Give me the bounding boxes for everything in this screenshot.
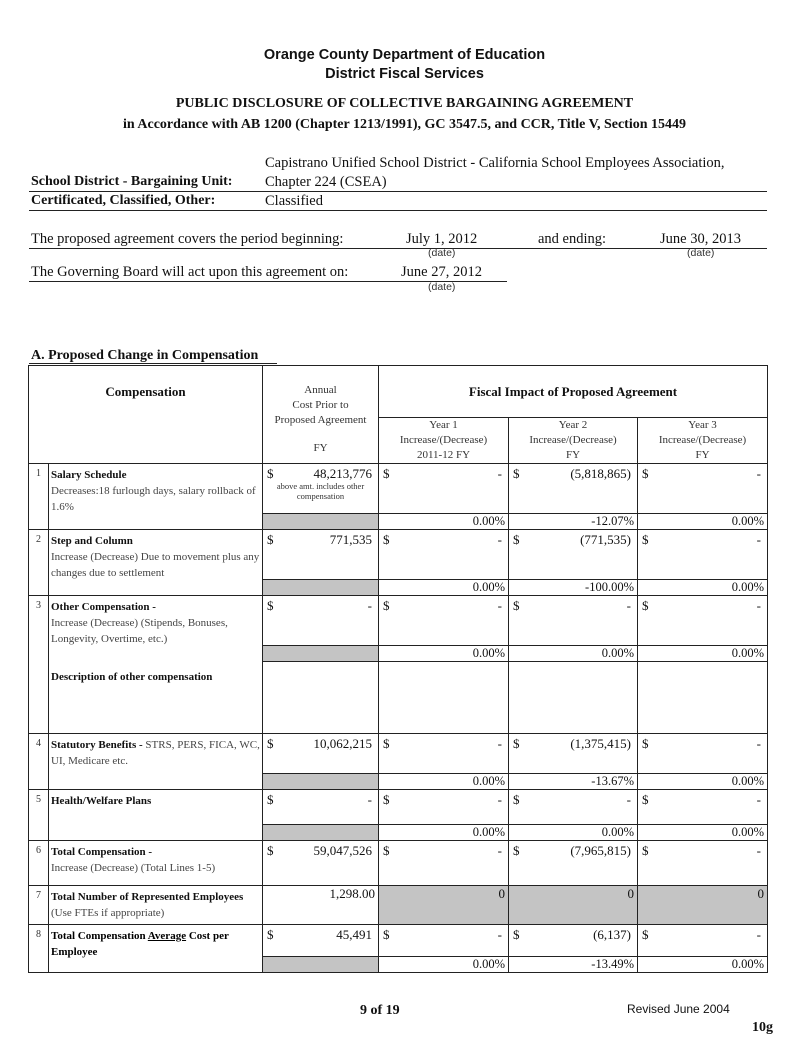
year3-header: Year 3 Increase/(Decrease) FY xyxy=(638,418,768,464)
table-row: 8 Total Compensation Average Cost per Employee $ 45,491 $ - $ (6,137) $ - xyxy=(29,925,768,957)
table-row: 5 Health/Welfare Plans $ - $ - $ - $ - xyxy=(29,790,768,825)
pct-cell: 0.00% xyxy=(379,774,509,790)
page-code: 10g xyxy=(752,1020,773,1035)
period-end: June 30, 2013 xyxy=(660,231,741,247)
revised-note: Revised June 2004 xyxy=(627,1002,730,1016)
type-label: Certificated, Classified, Other: xyxy=(31,193,216,208)
year2-header: Year 2 Increase/(Decrease) FY xyxy=(509,418,638,464)
pct-cell: 0.00% xyxy=(379,580,509,596)
district-label: School District - Bargaining Unit: xyxy=(31,174,233,189)
pct-cell: -12.07% xyxy=(509,514,638,530)
section-underline xyxy=(29,363,277,364)
org-title: Orange County Department of Education xyxy=(263,47,546,63)
pct-cell: 0.00% xyxy=(379,514,509,530)
pct-cell: 0.00% xyxy=(379,957,509,973)
other-comp-description-label: Description of other compensation xyxy=(51,671,213,683)
pct-cell: 0.00% xyxy=(509,646,638,662)
table-row: 4 Statutory Benefits - STRS, PERS, FICA, WC, UI, Medicare etc. $ 10,062,215 $ - $ (1,375,415) $ - xyxy=(29,734,768,774)
divider xyxy=(29,210,767,211)
pct-cell: 0.00% xyxy=(509,825,638,841)
pct-cell: 0.00% xyxy=(638,957,768,973)
page-number: 9 of 19 xyxy=(360,1003,400,1018)
board-label: The Governing Board will act upon this agreement on: xyxy=(31,264,349,280)
pct-cell: 0.00% xyxy=(638,580,768,596)
pct-cell: 0.00% xyxy=(638,825,768,841)
section-title: A. Proposed Change in Compensation xyxy=(31,348,259,363)
pct-cell: -100.00% xyxy=(509,580,638,596)
doc-subtitle: in Accordance with AB 1200 (Chapter 1213/1991), GC 3547.5, and CCR, Title V, Section 15449 xyxy=(122,117,686,132)
compensation-table xyxy=(28,365,768,973)
table-row: 7 Total Number of Represented Employees (Use FTEs if appropriate) 1,298.00 0 0 0 xyxy=(29,886,768,925)
pct-cell: -13.49% xyxy=(509,957,638,973)
date-caption: (date) xyxy=(428,281,456,293)
district-value-line2: Chapter 224 (CSEA) xyxy=(265,174,387,190)
board-date: June 27, 2012 xyxy=(401,264,482,280)
period-start: July 1, 2012 xyxy=(406,231,478,247)
table-row: 2 Step and Column Increase (Decrease) Due to movement plus any changes due to settlement $ 771,535 $ - $ (771,535) $ - xyxy=(29,530,768,580)
table-row: 6 Total Compensation - Increase (Decrease) (Total Lines 1-5) $ 59,047,526 $ - $ (7,965,815) $ - xyxy=(29,841,768,886)
divider xyxy=(29,191,767,192)
pct-cell: 0.00% xyxy=(638,774,768,790)
year1-header: Year 1 Increase/(Decrease) 2011-12 FY xyxy=(379,418,509,464)
pct-cell: 0.00% xyxy=(638,514,768,530)
pct-cell: 0.00% xyxy=(638,646,768,662)
district-value-line1: Capistrano Unified School District - California School Employees Association, xyxy=(265,155,725,171)
date-caption: (date) xyxy=(687,247,715,259)
pct-cell: -13.67% xyxy=(509,774,638,790)
annual-note: above amt. includes other compensation xyxy=(276,481,365,501)
dept-title: District Fiscal Services xyxy=(325,66,484,82)
and-ending-label: and ending: xyxy=(538,231,607,247)
table-row: 1 Salary Schedule Decreases:18 furlough days, salary rollback of 1.6% $ 48,213,776 above amt. includes other compensation $ - $ (5,818,865) $ - xyxy=(29,464,768,514)
annual-cost-header: Annual Cost Prior to Proposed Agreement FY xyxy=(263,366,379,464)
table-row: 3 Other Compensation - Increase (Decrease) (Stipends, Bonuses, Longevity, Overtime, etc.) Description of other compensation $ - $ - $ - $ - xyxy=(29,596,768,646)
date-caption: (date) xyxy=(428,247,456,259)
type-value: Classified xyxy=(265,193,323,209)
pct-cell: 0.00% xyxy=(379,646,509,662)
fiscal-impact-header: Fiscal Impact of Proposed Agreement xyxy=(379,366,768,418)
doc-title: PUBLIC DISCLOSURE OF COLLECTIVE BARGAINING AGREEMENT xyxy=(175,96,634,111)
pct-cell: 0.00% xyxy=(379,825,509,841)
divider xyxy=(29,248,767,249)
period-label: The proposed agreement covers the period beginning: xyxy=(31,231,344,247)
compensation-header: Compensation xyxy=(29,366,263,464)
